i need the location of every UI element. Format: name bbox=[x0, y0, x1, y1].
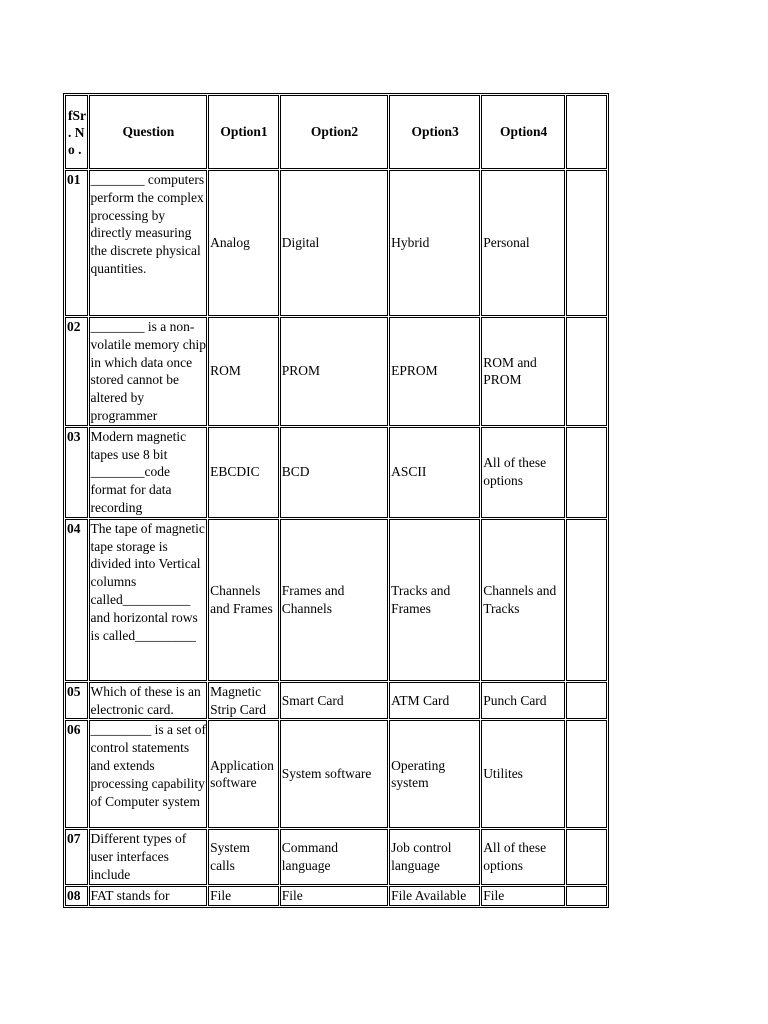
question-cell: _________ is a set of control statements and extends processing capability of Computer system bbox=[89, 720, 208, 828]
option4-cell: All of these options bbox=[481, 427, 565, 518]
option3-cell: ATM Card bbox=[389, 682, 480, 720]
table-row bbox=[65, 886, 607, 906]
extra-cell bbox=[566, 170, 607, 316]
option2-cell: BCD bbox=[280, 427, 388, 518]
option3-cell: File Available bbox=[389, 886, 480, 906]
option1-cell: Application software bbox=[208, 720, 279, 828]
sr-cell: 01 bbox=[65, 170, 88, 316]
extra-cell bbox=[566, 519, 607, 681]
option1-cell: Channels and Frames bbox=[208, 519, 279, 681]
option2-cell: Frames and Channels bbox=[280, 519, 388, 681]
question-cell: FAT stands for bbox=[89, 886, 208, 906]
option2-cell: File bbox=[280, 886, 388, 906]
table-row bbox=[65, 682, 607, 720]
option1-cell: Magnetic Strip Card bbox=[208, 682, 279, 720]
question-cell: Different types of user interfaces include bbox=[89, 829, 208, 884]
extra-cell bbox=[566, 682, 607, 720]
option4-cell: File bbox=[481, 886, 565, 906]
option4-cell: All of these options bbox=[481, 829, 565, 884]
option1-cell: System calls bbox=[208, 829, 279, 884]
extra-cell bbox=[566, 829, 607, 884]
question-cell: Which of these is an electronic card. bbox=[89, 682, 208, 720]
option3-cell: Operating system bbox=[389, 720, 480, 828]
option1-cell: ROM bbox=[208, 317, 279, 426]
sr-cell: 08 bbox=[65, 886, 88, 906]
header-option4: Option4 bbox=[481, 95, 565, 169]
table-row bbox=[65, 720, 607, 828]
option3-cell: EPROM bbox=[389, 317, 480, 426]
table-row bbox=[65, 427, 607, 518]
table-row bbox=[65, 519, 607, 681]
sr-cell: 05 bbox=[65, 682, 88, 720]
header-option3: Option3 bbox=[389, 95, 480, 169]
table-row bbox=[65, 317, 607, 426]
table-row bbox=[65, 170, 607, 316]
table-row bbox=[65, 829, 607, 884]
option3-cell: ASCII bbox=[389, 427, 480, 518]
option3-cell: Tracks and Frames bbox=[389, 519, 480, 681]
option3-cell: Job control language bbox=[389, 829, 480, 884]
header-sr-no: fSr . No . bbox=[65, 95, 88, 169]
question-cell: ________ is a non-volatile memory chip in which data once stored cannot be altered by programmer bbox=[89, 317, 208, 426]
option1-cell: File bbox=[208, 886, 279, 906]
extra-cell bbox=[566, 317, 607, 426]
header-extra bbox=[566, 95, 607, 169]
header-option1: Option1 bbox=[208, 95, 279, 169]
option2-cell: System software bbox=[280, 720, 388, 828]
option1-cell: EBCDIC bbox=[208, 427, 279, 518]
option4-cell: Personal bbox=[481, 170, 565, 316]
option3-cell: Hybrid bbox=[389, 170, 480, 316]
extra-cell bbox=[566, 886, 607, 906]
sr-cell: 07 bbox=[65, 829, 88, 884]
option1-cell: Analog bbox=[208, 170, 279, 316]
header-row bbox=[65, 95, 607, 169]
question-table bbox=[63, 93, 609, 908]
header-option2: Option2 bbox=[280, 95, 388, 169]
option2-cell: Smart Card bbox=[280, 682, 388, 720]
header-question: Question bbox=[89, 95, 208, 169]
option4-cell: Punch Card bbox=[481, 682, 565, 720]
sr-cell: 02 bbox=[65, 317, 88, 426]
extra-cell bbox=[566, 427, 607, 518]
extra-cell bbox=[566, 720, 607, 828]
sr-cell: 04 bbox=[65, 519, 88, 681]
question-cell: Modern magnetic tapes use 8 bit ________code format for data recording bbox=[89, 427, 208, 518]
sr-cell: 06 bbox=[65, 720, 88, 828]
question-cell: The tape of magnetic tape storage is divided into Vertical columns called__________ and horizontal rows is called_________ bbox=[89, 519, 208, 681]
option4-cell: ROM and PROM bbox=[481, 317, 565, 426]
option2-cell: Command language bbox=[280, 829, 388, 884]
option4-cell: Utilites bbox=[481, 720, 565, 828]
option4-cell: Channels and Tracks bbox=[481, 519, 565, 681]
option2-cell: PROM bbox=[280, 317, 388, 426]
option2-cell: Digital bbox=[280, 170, 388, 316]
sr-cell: 03 bbox=[65, 427, 88, 518]
question-cell: ________ computers perform the complex processing by directly measuring the discrete physical quantities. bbox=[89, 170, 208, 316]
